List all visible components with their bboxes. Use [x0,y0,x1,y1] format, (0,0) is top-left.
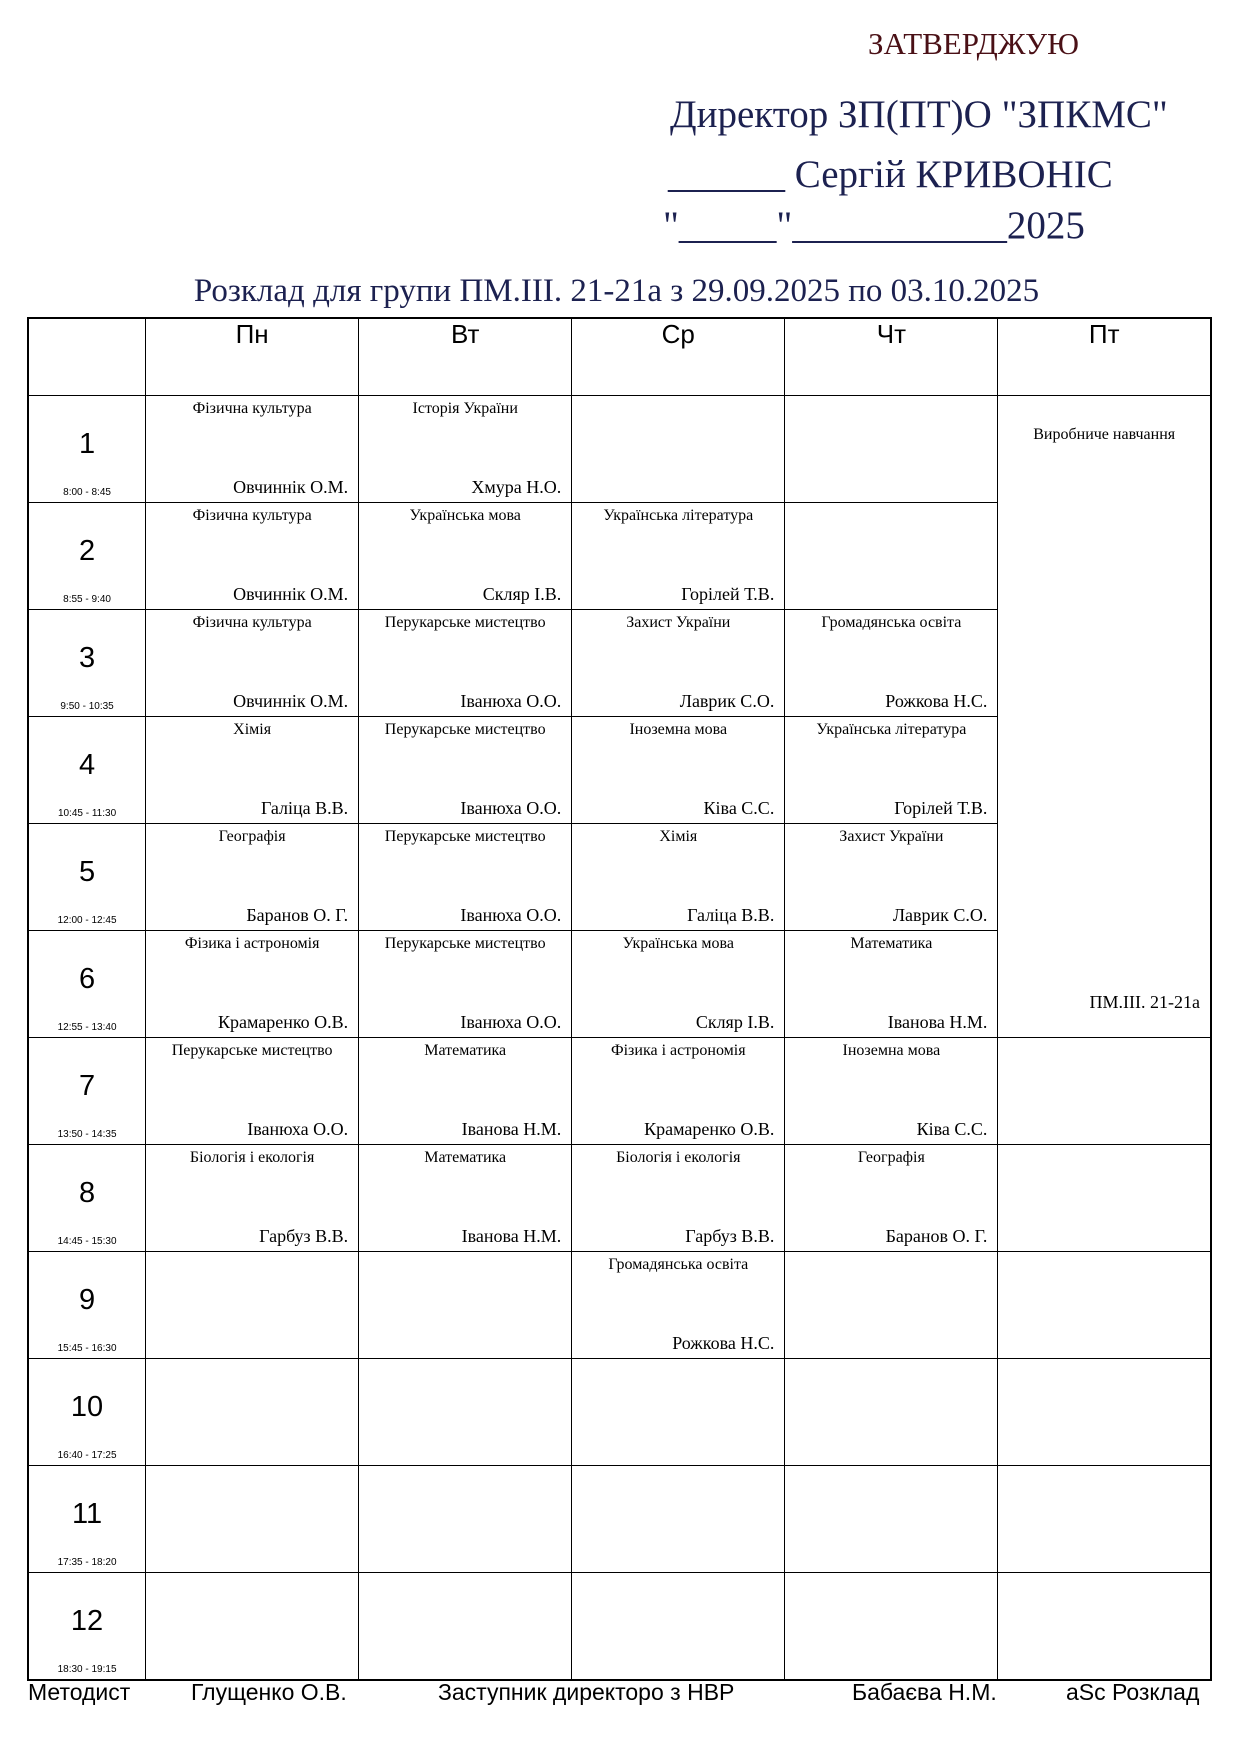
lesson-subject: Історія України [412,400,518,417]
lesson-cell [572,931,785,1038]
lesson-teacher: Іванюха О.О. [460,1012,562,1032]
lesson-subject: Іноземна мова [629,721,728,738]
lesson-cell [998,1145,1211,1252]
lesson-cell [785,931,998,1038]
lesson-teacher: Крамаренко О.В. [217,1012,349,1032]
lesson-cell [146,1466,359,1573]
lesson-cell [359,717,572,824]
lesson-subject: Географія [857,1149,925,1166]
lesson-teacher: Овчиннік О.М. [233,584,349,604]
lesson-cell [359,824,572,931]
lesson-cell [572,717,785,824]
period-number: 4 [78,749,96,781]
period-time: 8:00 - 8:45 [63,487,111,498]
lesson-cell [359,396,572,503]
lesson-teacher: Рожкова Н.С. [672,1333,775,1353]
period-cell [28,1466,146,1573]
lesson-cell [785,1038,998,1145]
lesson-subject: Біологія і екологія [189,1149,315,1166]
period-cell [28,931,146,1038]
lesson-cell [359,610,572,717]
lesson-teacher: Іванюха О.О. [460,691,562,711]
lesson-cell [359,1466,572,1573]
period-cell [28,396,146,503]
lesson-subject: Математика [850,935,933,952]
lesson-cell [359,931,572,1038]
lesson-teacher: Іванова Н.М. [887,1012,988,1032]
lesson-cell [785,1573,998,1681]
lesson-subject: Перукарське мистецтво [384,828,546,845]
approval-date: "_____"___________2025 [663,204,1085,247]
lesson-subject: Фізична культура [192,614,312,631]
lesson-teacher: Овчиннік О.М. [233,691,349,711]
lesson-cell [785,1145,998,1252]
period-row [28,1359,1211,1466]
lesson-teacher: Іванюха О.О. [247,1119,349,1139]
period-number: 12 [70,1605,104,1637]
lesson-teacher: Галіца В.В. [260,798,349,818]
footer-methodist-label: Методист [28,1679,131,1705]
period-time: 8:55 - 9:40 [63,594,111,605]
period-time: 10:45 - 11:30 [57,808,117,819]
lesson-cell [359,1573,572,1681]
lesson-teacher: Галіца В.В. [687,905,775,925]
lesson-teacher: Ківа С.С. [703,798,775,818]
schedule-table [27,317,1212,1681]
lesson-cell [146,1252,359,1359]
period-row [28,396,1211,503]
lesson-subject: Українська мова [409,507,521,524]
period-cell [28,824,146,931]
lesson-cell [146,1359,359,1466]
lesson-teacher: Крамаренко О.В. [644,1119,775,1139]
lesson-subject: Захист України [839,828,944,845]
lesson-cell [998,1359,1211,1466]
period-cell [28,1145,146,1252]
lesson-cell [572,1359,785,1466]
friday-practice-subject: Виробниче навчання [1033,426,1176,443]
schedule-title: Розклад для групи ПМ.ІІІ. 21-21а з 29.09.2025 по 03.10.2025 [193,273,1040,309]
lesson-cell [146,396,359,503]
lesson-cell [998,1038,1211,1145]
day-header-fri: Пт [998,318,1211,396]
lesson-subject: Перукарське мистецтво [384,935,546,952]
period-time: 9:50 - 10:35 [60,701,114,712]
lesson-teacher: Іванюха О.О. [460,905,562,925]
lesson-cell [572,610,785,717]
lesson-teacher: Горілей Т.В. [894,798,988,818]
lesson-cell [146,1038,359,1145]
lesson-teacher: Ківа С.С. [916,1119,988,1139]
lesson-subject: Громадянська освіта [821,614,962,631]
lesson-cell [785,1359,998,1466]
period-time: 13:50 - 14:35 [57,1129,117,1140]
header-row [28,318,1211,396]
approval-signature: ______ Сергій КРИВОНІС [668,153,1113,196]
footer-methodist-name: Глущенко О.В. [191,1679,347,1705]
period-number: 1 [78,428,96,460]
lesson-subject: Фізика і астрономія [610,1042,746,1059]
lesson-cell [572,1145,785,1252]
period-number: 9 [78,1284,96,1316]
approval-word: ЗАТВЕРДЖУЮ [868,26,1079,61]
lesson-teacher: Горілей Т.В. [681,584,775,604]
lesson-cell [359,503,572,610]
friday-practice-block [998,396,1211,1038]
lesson-cell [146,1145,359,1252]
lesson-cell [572,503,785,610]
lesson-subject: Перукарське мистецтво [384,721,546,738]
lesson-cell [146,717,359,824]
lesson-cell [572,824,785,931]
lesson-cell [146,931,359,1038]
lesson-teacher: Лаврик С.О. [679,691,775,711]
lesson-subject: Українська мова [622,935,734,952]
lesson-subject: Біологія і екологія [616,1149,741,1166]
lesson-cell [785,717,998,824]
lesson-subject: Хімія [659,828,698,845]
period-row [28,1466,1211,1573]
period-time: 17:35 - 18:20 [57,1557,117,1568]
lesson-cell [998,1252,1211,1359]
period-cell [28,1573,146,1681]
lesson-subject: Захист України [626,614,731,631]
lesson-subject: Українська література [816,721,967,738]
period-cell [28,717,146,824]
lesson-subject: Перукарське мистецтво [384,614,546,631]
lesson-cell [785,610,998,717]
lesson-cell [146,610,359,717]
lesson-cell [785,396,998,503]
lesson-teacher: Хмура Н.О. [471,477,562,497]
lesson-cell [572,1252,785,1359]
period-time: 14:45 - 15:30 [57,1236,117,1247]
lesson-teacher: Іванюха О.О. [460,798,562,818]
lesson-teacher: Іванова Н.М. [461,1119,562,1139]
lesson-cell [785,824,998,931]
period-cell [28,1252,146,1359]
lesson-subject: Математика [424,1042,507,1059]
lesson-teacher: Баранов О. Г. [246,905,349,925]
lesson-subject: Математика [424,1149,507,1166]
lesson-cell [146,1573,359,1681]
lesson-subject: Фізика і астрономія [184,935,320,952]
period-cell [28,610,146,717]
period-time: 18:30 - 19:15 [57,1664,117,1675]
period-time: 15:45 - 16:30 [57,1343,117,1354]
lesson-cell [359,1359,572,1466]
lesson-teacher: Рожкова Н.С. [885,691,988,711]
period-row [28,1573,1211,1681]
lesson-cell [146,503,359,610]
period-cell [28,1038,146,1145]
lesson-teacher: Скляр І.В. [482,584,562,604]
period-number: 10 [70,1391,104,1423]
period-cell [28,1359,146,1466]
lesson-subject: Географія [218,828,286,845]
period-number: 3 [78,642,96,674]
lesson-cell [785,503,998,610]
period-time: 12:00 - 12:45 [57,915,117,926]
lesson-subject: Фізична культура [192,507,312,524]
lesson-teacher: Іванова Н.М. [461,1226,562,1246]
lesson-teacher: Лаврик С.О. [892,905,988,925]
friday-practice-group: ПМ.ІІІ. 21-21а [1089,992,1200,1012]
lesson-cell [998,1466,1211,1573]
footer-deputy-label: Заступник директоро з НВР [438,1679,735,1705]
lesson-teacher: Баранов О. Г. [885,1226,988,1246]
period-number: 7 [78,1070,96,1102]
lesson-teacher: Гарбуз В.В. [259,1226,349,1246]
lesson-subject: Громадянська освіта [608,1256,749,1273]
lesson-cell [359,1252,572,1359]
day-header-wed: Ср [572,318,785,396]
lesson-cell [572,1038,785,1145]
lesson-subject: Хімія [233,721,272,738]
period-number: 2 [78,535,96,567]
corner-cell [28,318,146,396]
period-time: 12:55 - 13:40 [57,1022,117,1033]
lesson-teacher: Скляр І.В. [695,1012,775,1032]
lesson-cell [359,1038,572,1145]
lesson-cell [359,1145,572,1252]
period-number: 8 [78,1177,96,1209]
lesson-cell [572,396,785,503]
period-number: 5 [78,856,96,888]
day-header-mon: Пн [146,318,359,396]
period-number: 11 [71,1498,103,1530]
period-cell [28,503,146,610]
lesson-cell [785,1252,998,1359]
period-number: 6 [78,963,96,995]
period-row [28,1145,1211,1252]
footer-deputy-name: Бабаєва Н.М. [852,1679,997,1705]
lesson-subject: Перукарське мистецтво [171,1042,333,1059]
lesson-subject: Українська література [603,507,754,524]
lesson-cell [572,1466,785,1573]
lesson-cell [998,1573,1211,1681]
lesson-cell [785,1466,998,1573]
day-header-tue: Вт [359,318,572,396]
lesson-teacher: Гарбуз В.В. [685,1226,775,1246]
day-header-thu: Чт [785,318,998,396]
approval-position: Директор ЗП(ПТ)О "ЗПКМС" [670,93,1168,136]
lesson-cell [572,1573,785,1681]
period-row [28,1038,1211,1145]
lesson-subject: Фізична культура [192,400,312,417]
lesson-teacher: Овчиннік О.М. [233,477,349,497]
period-time: 16:40 - 17:25 [57,1450,117,1461]
lesson-subject: Іноземна мова [842,1042,941,1059]
footer-software: aSc Розклад [1066,1679,1200,1705]
lesson-cell [146,824,359,931]
period-row [28,1252,1211,1359]
